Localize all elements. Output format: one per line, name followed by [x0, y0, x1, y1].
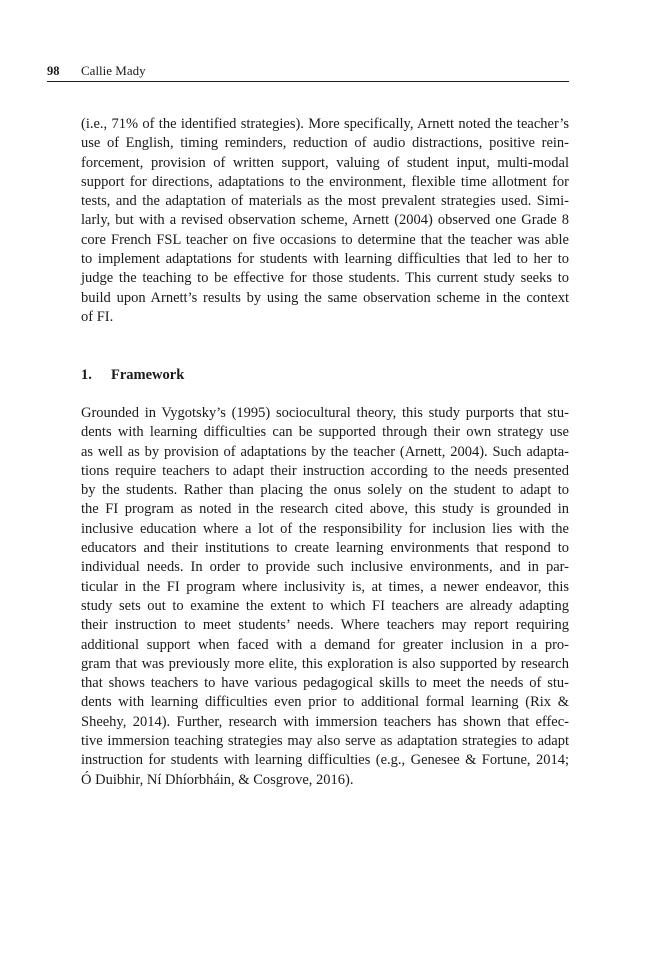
text-line: Sheehy, 2014). Further, research with immersion teachers has shown that effec- — [81, 713, 569, 730]
text-line: as well as by provision of adaptations by the teacher (Arnett, 2004). Such adapta- — [81, 443, 569, 460]
text-line: inclusive education where a lot of the responsibility for inclusion lies with the — [81, 520, 569, 537]
text-line: gram that was previously more elite, this exploration is also supported by research — [81, 655, 569, 672]
text-line: that shows teachers to have various pedagogical skills to meet the needs of stu- — [81, 675, 569, 692]
text-line: tests, and the adaptation of materials as the most prevalent strategies used. Simi- — [81, 193, 569, 210]
text-line: dents with learning difficulties can be supported through their own strategy use — [81, 424, 569, 441]
section-heading — [81, 366, 184, 385]
text-line: educators and their institutions to create learning environments that respond to — [81, 540, 569, 557]
section-title: Framework — [111, 367, 185, 383]
running-head — [47, 62, 569, 82]
text-line: of FI. — [81, 308, 114, 325]
text-line: core French FSL teacher on five occasions to determine that the teacher was able — [81, 231, 569, 248]
page-number: 98 — [47, 64, 60, 78]
text-line: tions require teachers to adapt their instruction according to the needs presented — [81, 462, 569, 479]
text-line: ticular in the FI program where inclusivity is, at times, a newer endeavor, this — [81, 578, 569, 595]
text-line: the FI program as noted in the research cited above, this study is grounded in — [81, 501, 569, 518]
text-line: use of English, timing reminders, reduction of audio distractions, positive rein- — [81, 135, 569, 152]
text-line: by the students. Rather than placing the onus solely on the student to adapt to — [81, 482, 569, 499]
running-head-author: Callie Mady — [81, 63, 146, 78]
text-line: individual needs. In order to provide such inclusive environments, and in par- — [81, 559, 569, 576]
paragraph-2 — [81, 404, 569, 790]
text-line: forcement, provision of written support, valuing of student input, multi-modal — [81, 154, 569, 171]
text-line: their instruction to meet students’ needs. Where teachers may report requiring — [81, 617, 569, 634]
text-line: (i.e., 71% of the identified strategies). More specifically, Arnett noted the teacher’s — [81, 116, 569, 132]
text-line: to implement adaptations for students with learning difficulties that led to her to — [81, 251, 569, 268]
text-line: larly, but with a revised observation scheme, Arnett (2004) observed one Grade 8 — [81, 212, 569, 229]
text-line: study sets out to examine the extent to which FI teachers are already adapting — [81, 597, 569, 614]
text-line: build upon Arnett’s results by using the same observation scheme in the context — [81, 289, 569, 306]
text-line: tive immersion teaching strategies may also serve as adaptation strategies to adapt — [81, 733, 569, 750]
text-line: Ó Duibhir, Ní Dhíorbháin, & Cosgrove, 2016). — [81, 771, 354, 788]
text-line: dents with learning difficulties even prior to additional formal learning (Rix & — [81, 694, 569, 711]
text-line: support for directions, adaptations to the environment, flexible time allotment for — [81, 173, 569, 190]
text-line: additional support when faced with a demand for greater inclusion in a pro- — [81, 636, 569, 653]
paragraph-1 — [81, 115, 569, 327]
section-number: 1. — [81, 367, 92, 383]
text-line: judge the teaching to be effective for those students. This current study seeks to — [81, 270, 569, 287]
text-line: instruction for students with learning difficulties (e.g., Genesee & Fortune, 2014; — [81, 752, 569, 769]
text-line: Grounded in Vygotsky’s (1995) sociocultural theory, this study purports that stu- — [81, 405, 569, 421]
